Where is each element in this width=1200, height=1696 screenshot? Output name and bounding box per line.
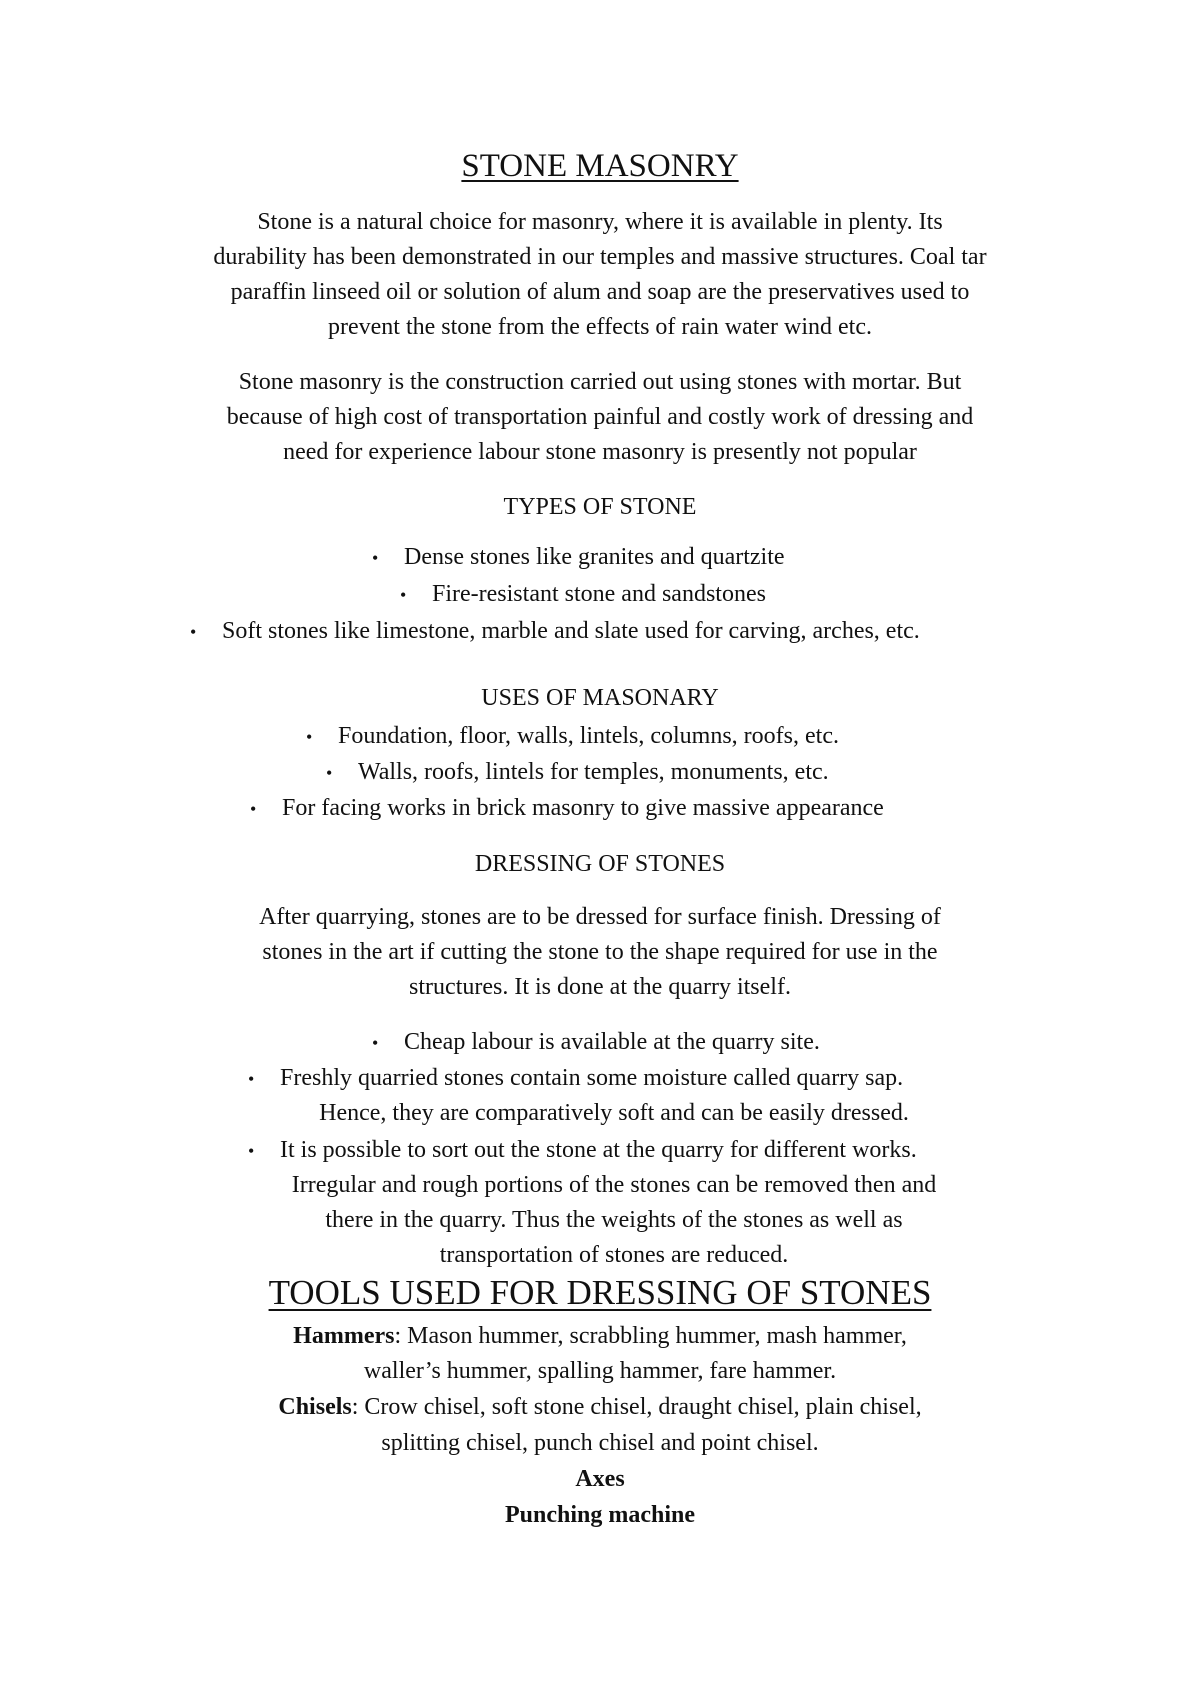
chisels-label: Chisels xyxy=(278,1394,352,1420)
intro-line: prevent the stone from the effects of rain water wind etc. xyxy=(327,314,872,340)
dressing-heading: DRESSING OF STONES xyxy=(474,851,726,877)
axes-label: Axes xyxy=(575,1466,625,1492)
dressing-bullet-item: • Cheap labour is available at the quarry site. xyxy=(372,1026,820,1059)
intro-line: paraffin linseed oil or solution of alum and soap are the preservatives used to xyxy=(230,279,970,305)
types-heading: TYPES OF STONE xyxy=(503,494,697,520)
dressing-bullet-continuation: transportation of stones are reduced. xyxy=(439,1242,789,1268)
dressing-paragraph-line: structures. It is done at the quarry itself. xyxy=(409,974,791,1000)
bullet-icon: • xyxy=(326,763,333,783)
bullet-icon: • xyxy=(400,585,407,605)
hammers-label: Hammers xyxy=(293,1323,395,1349)
hammers-line: waller’s hummer, spalling hammer, fare hammer. xyxy=(363,1358,837,1384)
intro-line: durability has been demonstrated in our temples and massive structures. Coal tar xyxy=(213,244,987,270)
bullet-icon: • xyxy=(248,1141,255,1161)
types-bullet-item: • Dense stones like granites and quartzite xyxy=(372,541,785,574)
dressing-bullet-continuation: Hence, they are comparatively soft and can be easily dressed. xyxy=(319,1100,909,1126)
bullet-icon: • xyxy=(250,799,257,819)
types-bullet-item: • Soft stones like limestone, marble and slate used for carving, arches, etc. xyxy=(190,615,920,648)
dressing-paragraph-line: After quarrying, stones are to be dressed for surface finish. Dressing of xyxy=(259,904,941,930)
tools-heading: TOOLS USED FOR DRESSING OF STONES xyxy=(268,1273,932,1312)
intro-line: Stone is a natural choice for masonry, where it is available in plenty. Its xyxy=(257,209,943,235)
punching-machine-label: Punching machine xyxy=(504,1502,696,1528)
bullet-icon: • xyxy=(372,548,379,568)
dressing-bullet-item: • It is possible to sort out the stone at the quarry for different works. xyxy=(248,1134,917,1167)
dressing-bullet-item: • Freshly quarried stones contain some moisture called quarry sap. xyxy=(248,1062,903,1095)
page-title: STONE MASONRY xyxy=(461,148,739,184)
chisels-line: splitting chisel, punch chisel and point chisel. xyxy=(381,1430,819,1456)
dressing-paragraph-line: stones in the art if cutting the stone to the shape required for use in the xyxy=(262,939,938,965)
bullet-icon: • xyxy=(248,1069,255,1089)
chisels-line: Chisels: Crow chisel, soft stone chisel, draught chisel, plain chisel, xyxy=(278,1394,922,1420)
bullet-icon: • xyxy=(306,727,313,747)
uses-heading: USES OF MASONARY xyxy=(481,685,719,711)
hammers-line: Hammers: Mason hummer, scrabbling hummer, mash hammer, xyxy=(293,1323,907,1349)
dressing-bullet-continuation: there in the quarry. Thus the weights of the stones as well as xyxy=(325,1207,903,1233)
types-bullet-item: • Fire-resistant stone and sandstones xyxy=(400,578,766,611)
uses-bullet-item: • For facing works in brick masonry to give massive appearance xyxy=(250,792,884,825)
uses-bullet-item: • Foundation, floor, walls, lintels, columns, roofs, etc. xyxy=(306,720,839,753)
paragraph-line: need for experience labour stone masonry is presently not popular xyxy=(283,439,917,465)
uses-bullet-item: • Walls, roofs, lintels for temples, monuments, etc. xyxy=(326,756,829,789)
bullet-icon: • xyxy=(372,1033,379,1053)
paragraph-line: because of high cost of transportation painful and costly work of dressing and xyxy=(226,404,974,430)
dressing-bullet-continuation: Irregular and rough portions of the stones can be removed then and xyxy=(291,1172,937,1198)
bullet-icon: • xyxy=(190,622,197,642)
paragraph-line: Stone masonry is the construction carried out using stones with mortar. But xyxy=(238,369,962,395)
